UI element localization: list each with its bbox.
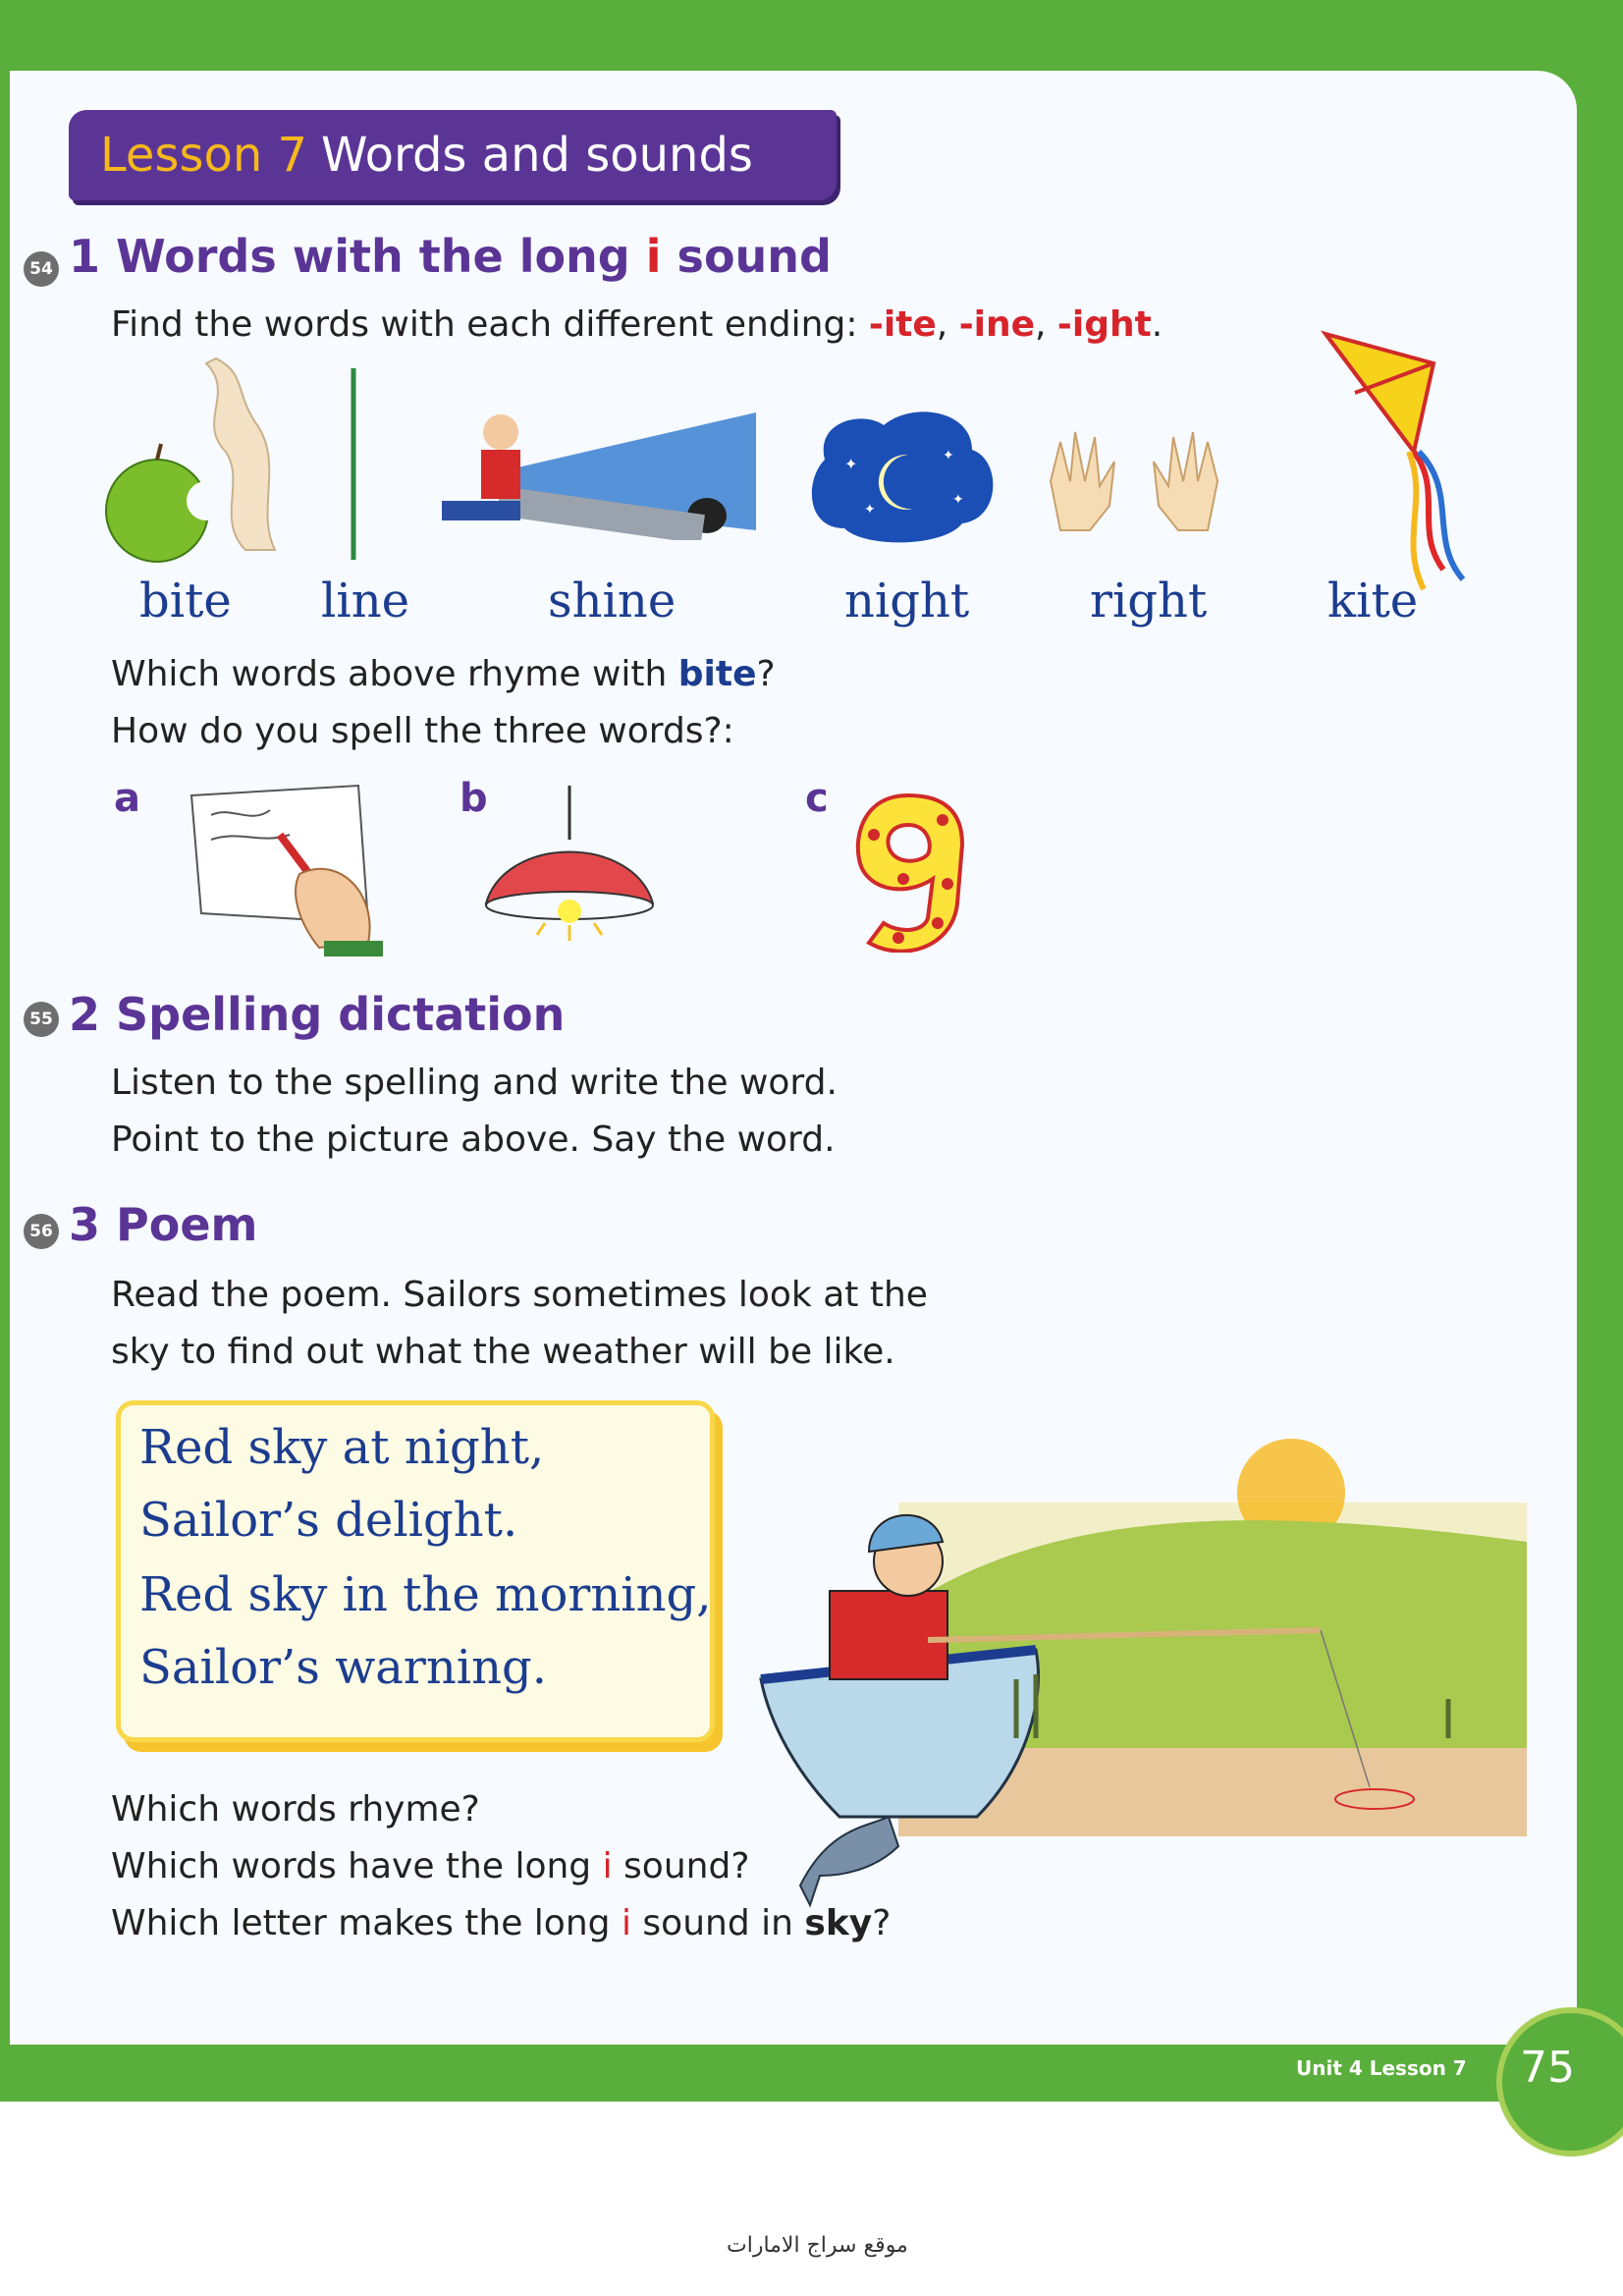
boy-shining-torch-illustration: [432, 393, 766, 540]
site-watermark-text: موقع سراج الامارات: [727, 2233, 908, 2258]
hands-illustration: [1031, 422, 1247, 540]
section-number: 3: [69, 1198, 101, 1251]
long-i-question: [111, 1846, 749, 1886]
hand-writing-illustration: [172, 776, 398, 957]
question-bold-word: bite: [677, 654, 757, 694]
question-text: Which words have the long: [111, 1846, 603, 1886]
heading-text: Words with the long: [116, 230, 646, 283]
section-number: 1: [69, 230, 101, 283]
word-kite: kite: [1327, 574, 1419, 629]
word-right: right: [1090, 574, 1208, 629]
question-mark: ?: [756, 654, 776, 694]
audio-track-badge[interactable]: 55: [24, 1002, 59, 1037]
svg-text:✦: ✦: [943, 448, 954, 464]
unit-lesson-label: Unit 4 Lesson 7: [1296, 2056, 1467, 2080]
ending-ine: -ine: [958, 304, 1036, 345]
svg-text:✦: ✦: [844, 455, 858, 473]
kite-illustration: [1316, 324, 1483, 609]
question-text: Which letter makes the long: [111, 1903, 622, 1943]
question-end: sound?: [612, 1846, 750, 1886]
label-a: a: [114, 776, 140, 821]
heading-text-end: sound: [661, 230, 832, 283]
svg-text:✦: ✦: [864, 502, 876, 518]
heading-red-letter: i: [645, 230, 662, 283]
question-red-letter: i: [602, 1846, 613, 1886]
ceiling-light-illustration: [466, 786, 673, 943]
page-number: 75: [1520, 2043, 1575, 2093]
instruction-end: .: [1151, 304, 1163, 345]
lesson-number: Lesson 7: [100, 128, 308, 183]
section-3-heading: [69, 1198, 257, 1251]
poem-intro-line-1: Read the poem. Sailors sometimes look at the: [111, 1275, 928, 1315]
sailor-fishing-illustration: [722, 1414, 1527, 1925]
rhyme-question: Which words rhyme?: [111, 1789, 480, 1830]
instruction-text: Find the words with each different ending:: [111, 304, 869, 345]
poem-line: Sailor’s warning.: [139, 1640, 548, 1695]
question-bold-word: sky: [804, 1903, 873, 1943]
section-1-heading: [69, 230, 832, 283]
poem-intro-line-2: sky to find out what the weather will be like.: [111, 1332, 895, 1372]
apple-bite-illustration: [98, 354, 324, 570]
dictation-line-2: Point to the picture above. Say the word.: [111, 1120, 836, 1160]
lesson-title-bar: [69, 110, 837, 200]
label-c: c: [805, 776, 829, 821]
poem-line: Red sky in the morning,: [139, 1567, 712, 1622]
word-line: line: [321, 574, 410, 629]
line-illustration: [344, 368, 363, 560]
label-b: b: [460, 776, 488, 821]
section-2-heading: [69, 988, 565, 1041]
audio-track-badge[interactable]: 56: [24, 1214, 59, 1249]
audio-track-badge[interactable]: 54: [24, 251, 59, 287]
separator: ,: [1035, 304, 1057, 345]
number-nine-illustration: [844, 786, 972, 953]
letter-question: [111, 1903, 891, 1943]
separator: ,: [936, 304, 959, 345]
heading-text: Poem: [116, 1198, 258, 1251]
word-night: night: [844, 574, 970, 629]
question-end: ?: [872, 1903, 892, 1943]
poem-line: Sailor’s delight.: [139, 1493, 518, 1548]
word-shine: shine: [548, 574, 676, 629]
section-1-instruction: [111, 304, 1163, 345]
night-sky-illustration: [805, 401, 1001, 548]
rhyme-question: [111, 654, 776, 694]
poem-line: Red sky at night,: [139, 1420, 545, 1475]
ending-ite: -ite: [868, 304, 937, 345]
spell-question: How do you spell the three words?:: [111, 711, 734, 751]
ending-ight: -ight: [1056, 304, 1152, 345]
word-bite: bite: [139, 574, 232, 629]
lesson-title: Words and sounds: [321, 128, 753, 183]
heading-text: Spelling dictation: [116, 988, 566, 1041]
section-number: 2: [69, 988, 101, 1041]
question-text: Which words above rhyme with: [111, 654, 678, 694]
question-red-letter: i: [621, 1903, 631, 1943]
question-mid: sound in: [630, 1903, 805, 1943]
svg-text:✦: ✦: [952, 492, 964, 508]
dictation-line-1: Listen to the spelling and write the word.: [111, 1063, 838, 1103]
